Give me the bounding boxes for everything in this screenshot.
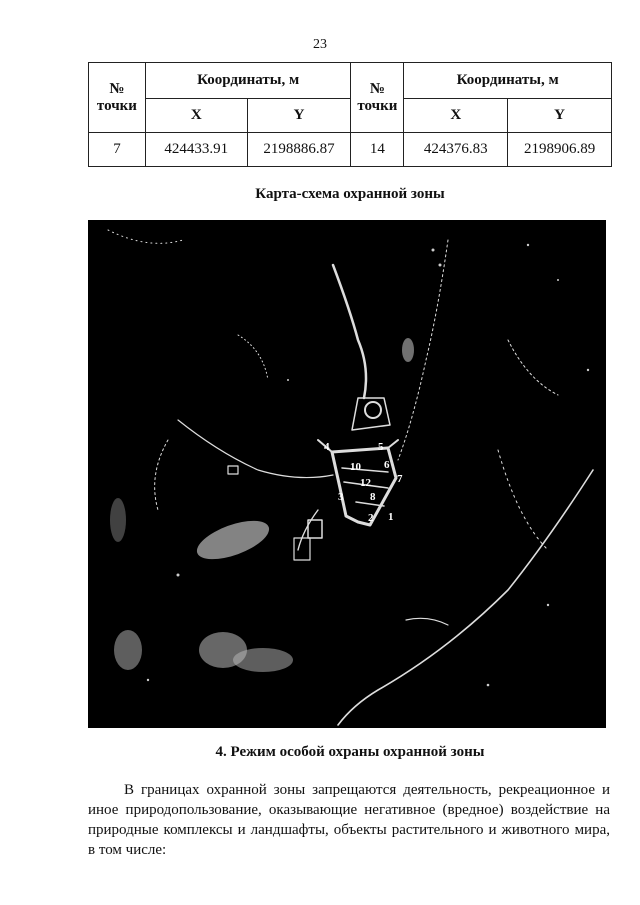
y-header: Y <box>247 99 351 133</box>
coordinates-header: Координаты, м <box>145 63 351 99</box>
table-row <box>89 133 612 167</box>
zone-point-label: 3 <box>338 491 344 503</box>
coordinates-table <box>88 62 612 167</box>
map-image <box>88 220 606 728</box>
point-number-header: № точки <box>351 63 404 133</box>
body-paragraph: В границах охранной зоны запрещаются деятельность, рекреационное и иное природопользование, оказывающие негативное (вредное) воздействие на природные комплексы и ландшафты, объекты растительного и животного мира, в том числе: <box>88 782 610 858</box>
x-cell: 424376.83 <box>404 133 508 167</box>
point-number-cell: 14 <box>351 133 404 167</box>
point-number-header: № точки <box>89 63 146 133</box>
zone-point-label: 5 <box>378 441 384 453</box>
section-title: 4. Режим особой охраны охранной зоны <box>215 744 485 760</box>
zone-point-label: 6 <box>384 459 390 471</box>
x-cell: 424433.91 <box>145 133 247 167</box>
coordinates-header: Координаты, м <box>404 63 612 99</box>
zone-point-label: 10 <box>350 461 361 473</box>
y-cell: 2198906.89 <box>508 133 612 167</box>
zone-point-label: 7 <box>397 473 403 485</box>
x-header: X <box>145 99 247 133</box>
zone-point-label: 1 <box>388 511 394 523</box>
table-header-row <box>89 63 612 99</box>
page-number: 23 <box>313 37 327 52</box>
zone-point-label: 4 <box>324 441 330 453</box>
point-number-cell: 7 <box>89 133 146 167</box>
zone-point-label: 8 <box>370 491 376 503</box>
map-title: Карта-схема охранной зоны <box>255 186 445 202</box>
zone-point-label: 2 <box>368 512 374 524</box>
zone-point-label: 12 <box>360 477 371 489</box>
y-header: Y <box>508 99 612 133</box>
protected-zone-map <box>88 220 606 728</box>
y-cell: 2198886.87 <box>247 133 351 167</box>
table-subheader-row <box>89 99 612 133</box>
x-header: X <box>404 99 508 133</box>
